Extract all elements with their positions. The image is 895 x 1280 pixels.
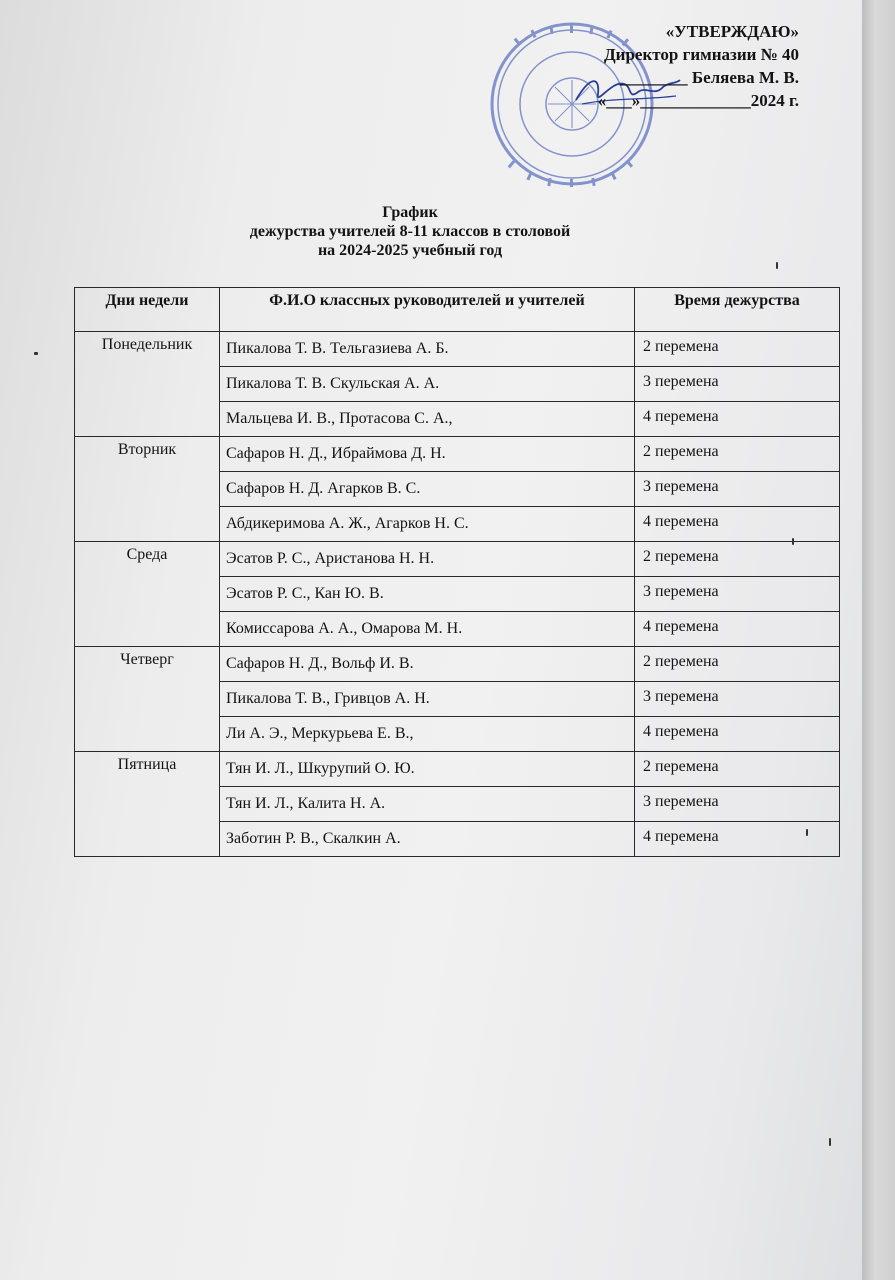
time-cell: 4 перемена [635,822,840,857]
teachers-cell: Абдикеримова А. Ж., Агарков Н. С. [220,507,635,542]
time-cell: 4 перемена [635,612,840,647]
teachers-cell: Мальцева И. В., Протасова С. А., [220,402,635,437]
pen-mark [806,829,808,836]
table-row [75,542,840,577]
day-cell: Четверг [75,647,220,752]
time-cell: 4 перемена [635,402,840,437]
approval-date: «___»_____________2024 г. [597,91,799,110]
day-cell: Пятница [75,752,220,857]
paper-edge [862,0,895,1280]
teachers-cell: Пикалова Т. В., Гривцов А. Н. [220,682,635,717]
header-time: Время дежурства [635,288,840,332]
time-cell: 3 перемена [635,367,840,402]
pen-mark [792,538,794,545]
time-cell: 3 перемена [635,472,840,507]
pen-mark [34,352,38,355]
day-cell: Вторник [75,437,220,542]
day-cell: Понедельник [75,332,220,437]
time-cell: 3 перемена [635,682,840,717]
time-cell: 2 перемена [635,542,840,577]
header-day: Дни недели [75,288,220,332]
time-cell: 4 перемена [635,507,840,542]
table-row [75,437,840,472]
document-title [0,203,820,260]
teachers-cell: Сафаров Н. Д. Агарков В. С. [220,472,635,507]
table-row [75,647,840,682]
approval-block [598,20,799,112]
day-cell: Среда [75,542,220,647]
approval-name: ________ Беляева М. В. [619,68,799,87]
header-teachers: Ф.И.О классных руководителей и учителей [220,288,635,332]
title-line-2: дежурства учителей 8-11 классов в столовой [249,223,571,240]
time-cell: 2 перемена [635,437,840,472]
time-cell: 4 перемена [635,717,840,752]
teachers-cell: Сафаров Н. Д., Вольф И. В. [220,647,635,682]
time-cell: 2 перемена [635,647,840,682]
teachers-cell: Сафаров Н. Д., Ибраймова Д. Н. [220,437,635,472]
teachers-cell: Тян И. Л., Шкурупий О. Ю. [220,752,635,787]
time-cell: 3 перемена [635,577,840,612]
approval-heading: «УТВЕРЖДАЮ» [665,22,799,41]
approval-position: Директор гимназии № 40 [603,45,799,64]
teachers-cell: Заботин Р. В., Скалкин А. [220,822,635,857]
teachers-cell: Ли А. Э., Меркурьева Е. В., [220,717,635,752]
title-line-1: График [382,204,438,221]
title-line-3: на 2024-2025 учебный год [317,242,503,259]
teachers-cell: Эсатов Р. С., Кан Ю. В. [220,577,635,612]
teachers-cell: Эсатов Р. С., Аристанова Н. Н. [220,542,635,577]
table-header-row [75,288,840,332]
duty-schedule-table [74,287,840,857]
teachers-cell: Пикалова Т. В. Тельгазиева А. Б. [220,332,635,367]
pen-mark [776,262,778,269]
time-cell: 3 перемена [635,787,840,822]
table-row [75,332,840,367]
time-cell: 2 перемена [635,752,840,787]
teachers-cell: Пикалова Т. В. Скульская А. А. [220,367,635,402]
teachers-cell: Комиссарова А. А., Омарова М. Н. [220,612,635,647]
pen-mark [829,1138,831,1146]
teachers-cell: Тян И. Л., Калита Н. А. [220,787,635,822]
time-cell: 2 перемена [635,332,840,367]
table-row [75,752,840,787]
